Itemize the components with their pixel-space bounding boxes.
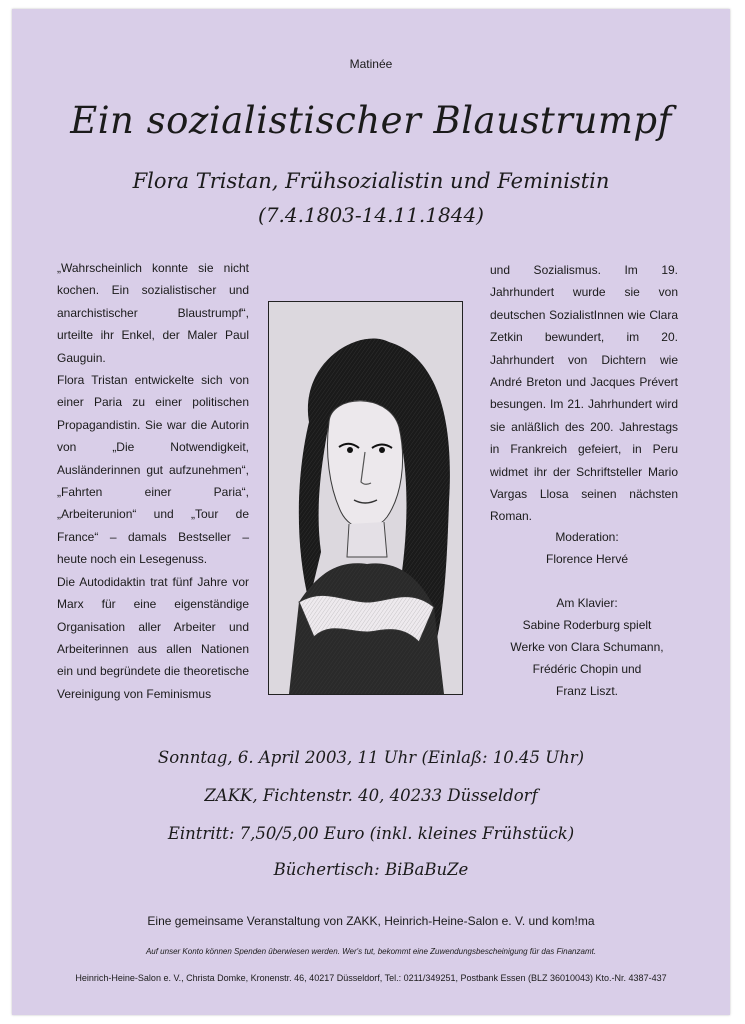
moderation-block [488,526,686,570]
donations-note: Auf unser Konto können Spenden überwiesen werden. Wer's tut, bekommt eine Zuwendungsbescheinigung für das Finanzamt. [145,947,597,956]
left-paragraph-1: „Wahrscheinlich konnte sie nicht kochen. Ein sozialistischer und anarchistischer Blaustrumpf“, urteilte ihr Enkel, der Maler Paul Gauguin. [57,261,249,365]
portrait-engraving-icon [269,302,462,694]
left-paragraph-3: Die Autodidaktin trat fünf Jahre vor Marx für eine eigenständige Organisation aller Arbeiter und Arbeiterinnen aus allen Nationen ein und begründete die theoretische Vereinigung von Feminismus [57,574,249,701]
piano-line: Werke von Clara Schumann, [510,640,664,654]
piano-label: Am Klavier: [556,596,618,610]
organizers-line: Eine gemeinsame Veranstaltung von ZAKK, Heinrich-Heine-Salon e. V. und kom!ma [147,914,595,928]
piano-block [488,592,686,702]
moderation-name: Florence Hervé [545,552,629,566]
life-dates: (7.4.1803-14.11.1844) [258,203,484,227]
event-price: Eintritt: 7,50/5,00 Euro (inkl. kleines Frühstück) [167,824,575,843]
right-text-column [490,259,678,528]
piano-line: Franz Liszt. [555,684,618,698]
left-text-column [57,257,249,705]
piano-line: Sabine Roderburg spielt [522,618,652,632]
left-paragraph-2: Flora Tristan entwickelte sich von einer Paria zu einer politischen Propagandistin. Sie war die Autorin von „Die Notwendigkeit, Ausländerinnen gut aufzunehmen“, „Fahrten einer Paria“, „Arbeiterunion“ und „Tour de France“ – damals Bestseller – heute noch ein Lesegenuss. [57,373,249,567]
flyer-sheet [12,9,730,1015]
event-date: Sonntag, 6. April 2003, 11 Uhr (Einlaß: 10.45 Uhr) [157,748,585,767]
event-book-table: Büchertisch: BiBaBuZe [273,860,469,879]
moderation-label: Moderation: [555,530,619,544]
portrait-image [268,301,463,695]
event-venue: ZAKK, Fichtenstr. 40, 40233 Düsseldorf [204,786,538,805]
right-paragraph: und Sozialismus. Im 19. Jahrhundert wurde sie von deutschen SozialistInnen wie Clara Zetkin bewundert, im 20. Jahrhundert von Dichtern wie André Breton und Jacques Prévert besungen. Im 21. Jahrhundert wird sie anläßlich des 200. Jahrestags in Frankreich gefeiert, in Peru widmet ihr der Schriftsteller Mario Vargas Llosa seinen nächsten Roman. [490,263,678,524]
page-title: Ein sozialistischer Blaustrumpf [70,99,672,142]
piano-line: Frédéric Chopin und [532,662,642,676]
kicker: Matinée [349,57,393,71]
footer-contact: Heinrich-Heine-Salon e. V., Christa Domke, Kronenstr. 46, 40217 Düsseldorf, Tel.: 0211/349251, Postbank Essen (BLZ 36010043) Kto.-Nr. 4387-437 [75,973,667,983]
subtitle: Flora Tristan, Frühsozialistin und Feministin [132,169,610,193]
